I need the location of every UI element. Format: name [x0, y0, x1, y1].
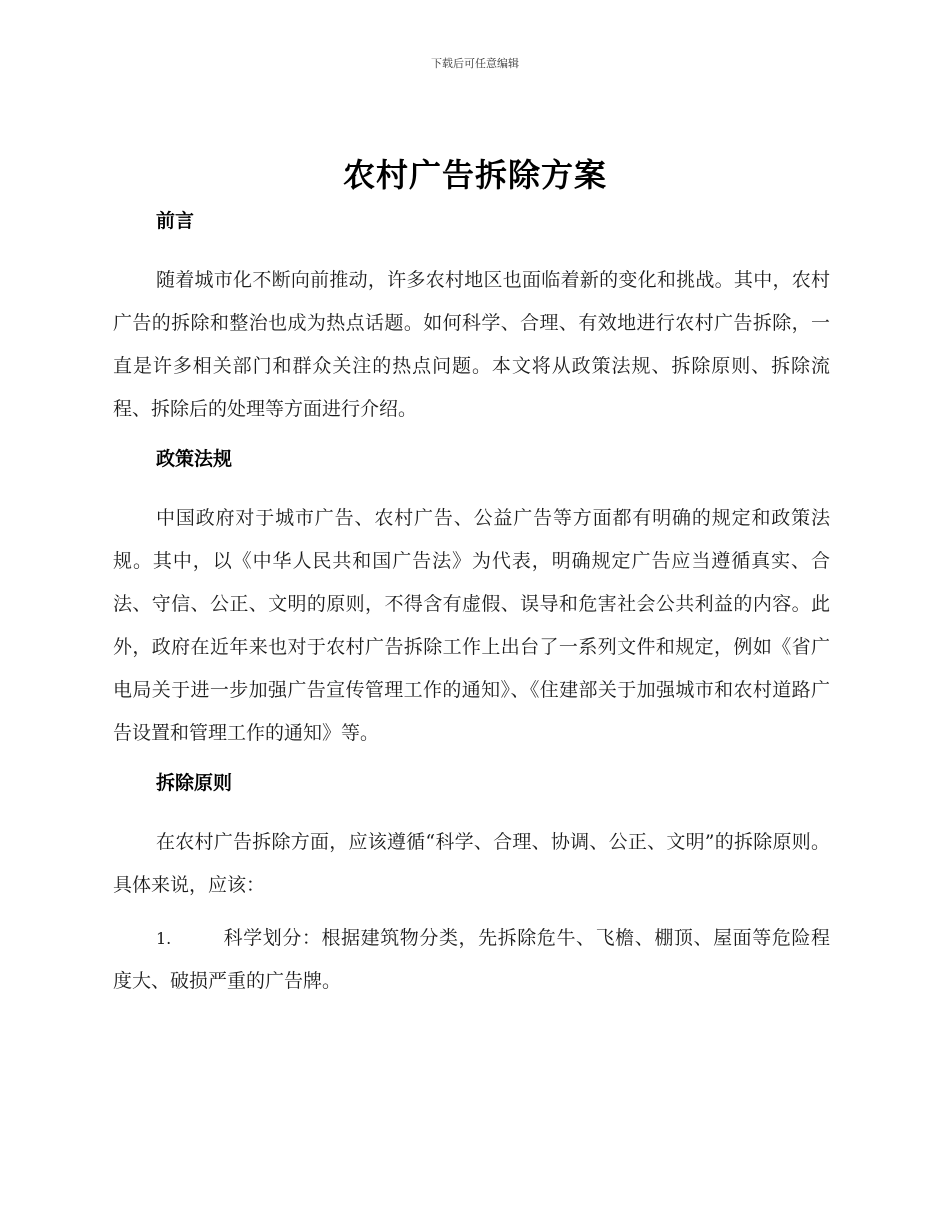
list-item-text: 科学划分：根据建筑物分类，先拆除危牛、飞檐、棚顶、屋面等危险程度大、破损严重的广告牌。	[113, 927, 830, 992]
paragraph-principles: 在农村广告拆除方面，应该遵循“科学、合理、协调、公正、文明”的拆除原则。具体来说，应该：	[113, 831, 830, 896]
document-title: 农村广告拆除方案	[342, 156, 607, 194]
header-note: 下载后可任意编辑	[431, 57, 519, 70]
section-heading-principles: 拆除原则	[156, 772, 233, 794]
list-item-number: 1.	[156, 929, 172, 948]
paragraph-preface: 随着城市化不断向前推动，许多农村地区也面临着新的变化和挑战。其中，农村广告的拆除和整治也成为热点话题。如何科学、合理、有效地进行农村广告拆除，一直是许多相关部门和群众关注的热点问题。本文将从政策法规、拆除原则、拆除流程、拆除后的处理等方面进行介绍。	[113, 269, 830, 420]
paragraph-policy: 中国政府对于城市广告、农村广告、公益广告等方面都有明确的规定和政策法规。其中，以《中华人民共和国广告法》为代表，明确规定广告应当遵循真实、合法、守信、公正、文明的原则，不得含有虚假、误导和危害社会公共利益的内容。此外，政府在近年来也对于农村广告拆除工作上出台了一系列文件和规定，例如《省广电局关于进一步加强广告宣传管理工作的通知》、《住建部关于加强城市和农村道路广告设置和管理工作的通知》等。	[113, 507, 830, 744]
section-heading-preface: 前言	[156, 210, 195, 232]
list-item	[113, 917, 830, 1003]
section-heading-policy: 政策法规	[156, 448, 233, 470]
document-body	[113, 205, 830, 1003]
